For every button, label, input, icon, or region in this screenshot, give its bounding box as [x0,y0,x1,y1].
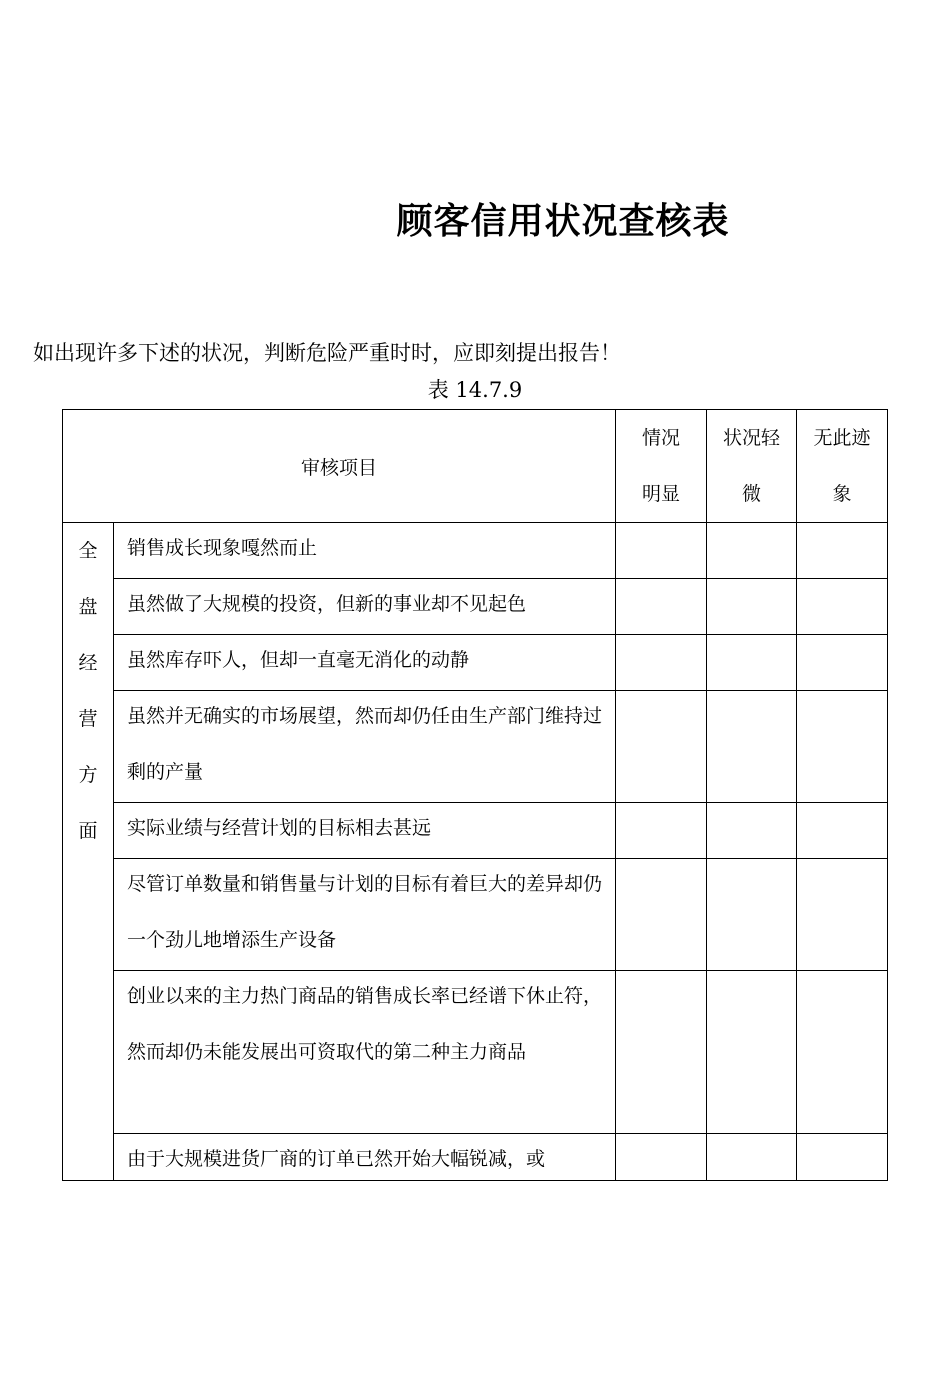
table-row [63,971,888,1134]
check-slight[interactable] [707,579,797,635]
check-none[interactable] [797,859,888,971]
category-char: 经 [78,652,98,674]
audit-table [62,409,888,1181]
header-slight-line1: 状况轻 [723,427,781,449]
check-slight[interactable] [707,971,797,1134]
header-obvious-line2: 明显 [642,483,681,505]
audit-item [114,859,616,971]
header-obvious-line1: 情况 [642,427,681,449]
category-char: 盘 [78,596,98,618]
category-cell [63,523,114,1181]
table-row [63,579,888,635]
check-slight[interactable] [707,1134,797,1181]
table-number: 表 14.7.9 [427,378,523,402]
check-slight[interactable] [707,523,797,579]
header-none-line2: 象 [832,483,852,505]
check-obvious[interactable] [616,859,707,971]
audit-item [114,691,616,803]
audit-item [114,803,616,859]
audit-item-text: 虽然做了大规模的投资，但新的事业却不见起色 [127,593,527,615]
header-audit-item-label: 审核项目 [301,456,378,479]
audit-item-text: 虽然并无确实的市场展望，然而却仍任由生产部门维持过剩的产量 [127,705,603,783]
table-row [63,523,888,579]
category-char: 方 [78,764,98,786]
check-none[interactable] [797,971,888,1134]
audit-item-text: 虽然库存吓人，但却一直毫无消化的动静 [127,649,470,671]
check-slight[interactable] [707,635,797,691]
audit-item-text: 创业以来的主力热门商品的销售成长率已经谱下休止符，然而却仍未能发展出可资取代的第二种主力商品 [127,985,603,1063]
header-slight [707,410,797,523]
category-char: 营 [78,708,98,730]
header-slight-line2: 微 [742,483,762,505]
table-row [63,803,888,859]
table-row [63,691,888,803]
audit-item [114,971,616,1134]
intro-text: 如出现许多下述的状况，判断危险严重时时，应即刻提出报告！ [33,341,621,365]
header-audit-item [63,410,616,523]
header-obvious [616,410,707,523]
check-obvious[interactable] [616,971,707,1134]
check-obvious[interactable] [616,691,707,803]
check-slight[interactable] [707,859,797,971]
check-obvious[interactable] [616,803,707,859]
header-none [797,410,888,523]
audit-item-text: 实际业绩与经营计划的目标相去甚远 [127,817,432,839]
audit-item [114,1134,616,1181]
table-header-row [63,410,888,523]
category-char: 全 [78,540,98,562]
check-none[interactable] [797,803,888,859]
check-obvious[interactable] [616,523,707,579]
check-obvious[interactable] [616,1134,707,1181]
category-char: 面 [78,820,98,842]
audit-item [114,635,616,691]
check-none[interactable] [797,579,888,635]
table-row [63,635,888,691]
check-none[interactable] [797,635,888,691]
audit-item-text: 销售成长现象嘎然而止 [127,537,318,559]
table-row [63,1134,888,1181]
page-title: 顾客信用状况查核表 [396,201,730,242]
check-none[interactable] [797,691,888,803]
audit-item-text: 尽管订单数量和销售量与计划的目标有着巨大的差异却仍一个劲儿地增添生产设备 [127,873,603,951]
check-obvious[interactable] [616,579,707,635]
header-none-line1: 无此迹 [813,427,871,449]
check-none[interactable] [797,1134,888,1181]
table-row [63,859,888,971]
audit-item [114,523,616,579]
check-slight[interactable] [707,803,797,859]
check-obvious[interactable] [616,635,707,691]
audit-item [114,579,616,635]
audit-item-text: 由于大规模进货厂商的订单已然开始大幅锐减，或 [127,1148,546,1169]
check-none[interactable] [797,523,888,579]
check-slight[interactable] [707,691,797,803]
